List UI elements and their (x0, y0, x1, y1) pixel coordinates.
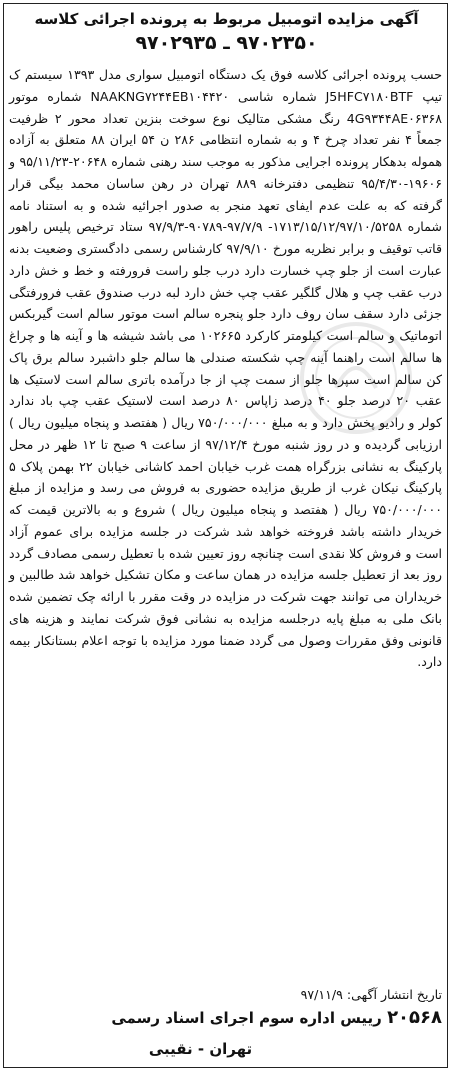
case-number: ۹۷۰۲۳۵۰ ـ ۹۷۰۲۹۳۵ (135, 32, 318, 54)
publication-date: تاریخ انتشار آگهی: ۹۷/۱۱/۹ (300, 987, 442, 1002)
notice-title: آگهی مزایده اتومبیل مربوط به پرونده اجرائی کلاسه (34, 10, 419, 28)
ad-code: ۲۰۵۶۸ (387, 1007, 442, 1028)
office-city: تهران - نقیبی (148, 1040, 253, 1058)
office-name: رییس اداره سوم اجرای اسناد رسمی (111, 1009, 382, 1027)
issuing-office (10, 1006, 442, 1030)
notice-body: حسب پرونده اجرائی کلاسه فوق یک دستگاه اتومبیل سواری مدل ۱۳۹۳ سیستم ک تیپ J5HFC۷۱۸۰BTF شماره شاسی NAAKNG۷۲۴۴EB۱۰۴۴۲۰ شماره موتور 4G۹۳۴۴AE۰۶۳۶۸ رنگ مشکی متالیک نوع سوخت بنزین تعداد محور ۲ ظرفیت جمعاً ۴ نفر تعداد چرخ ۴ و به شماره انتظامی ۲۸۶ ن ۵۴ ایران ۸۸ متعلق به آزاده هموله بدهکار پرونده اجرایی مذکور به موجب سند رهنی شماره ۲۰۶۴۸-۹۵/۱۱/۲۳ و ۱۹۶۰۶-۹۵/۴/۳۰ تنظیمی دفترخانه ۸۸۹ تهران در رهن ساسان محمد بیگی قرار گرفته که به علت عدم ایفای تعهد منجر به صدور اجرائیه شده و به استناد نامه شماره ۱۷۱۳/۱۵/۱۲/۹۷/۱۰/۵۲۵۸- ۹۷/۷/۹-۹۰۷۸۹-۹۷/۹/۳ ستاد ترخیص پلیس راهور قاتب توقیف و برابر نظریه مورخ ۹۷/۹/۱۰ کارشناس رسمی دادگستری وضعیت بدنه عبارت است از جلو چپ خسارت دارد درب جلو راست فرورفته و خط و خش دارد درب عقب چپ و هلال گلگیر عقب چپ خش دارد لبه درب صندوق عقب فرورفتگی جزئی دارد سقف سان روف دارد جلو پنجره سالم است موتور سالم است گیربکس اتوماتیک و سالم است کیلومتر کارکرد ۱۰۲۶۶۵ می باشد شیشه ها و آینه ها و چراغ ها سالم است راهنما آینه چپ شکسته صندلی ها سالم جلو داشبرد سالم برق پاک کن سالم است سپرها جلو از سمت چپ از جا درآمده باتری سالم است لاستیک ها عقب ۲۰ درصد جلو ۴۰ درصد زاپاس ۸۰ درصد است لاستیک عقب چپ باد ندارد کولر و رادیو پخش دارد و به مبلغ ۷۵۰/۰۰۰/۰۰۰ ریال ( هفتصد و پنجاه میلیون ریال ) ارزیابی گردیده و در روز شنبه مورخ ۹۷/۱۲/۴ از ساعت ۹ صبح تا ۱۲ ظهر در محل پارکینگ به نشانی بزرگراه همت غرب خیابان احمد کاشانی خیابان ۲۲ بهمن پلاک ۵ پارکینگ نیکان غرب از طریق مزایده حضوری به فروش می رسد و مزایده از مبلغ ۷۵۰/۰۰۰/۰۰۰ ریال ( هفتصد و پنجاه میلیون ریال ) شروع و به بالاترین قیمت که خریدار داشته باشد فروخته خواهد شد شرکت در جلسه مزایده برای عموم آزاد است و فروش کلا نقدی است چنانچه روز تعیین شده با تعطیل رسمی مصادف گردد روز بعد از تعطیل جلسه مزایده در همان ساعت و مکان تشکیل خواهد شد طالبین و خریداران می توانند جهت شرکت در مزایده در وقت مقرر با ارائه چک تضمین شده بانک ملی به مبلغ پایه درجلسه مزایده به نشانی فوق شرکت نمایند و هزینه های قانونی وفق مقررات وصول می گردد ضمنا مورد مزایده با توجه اعلام بستانکار بیمه دارد. (9, 67, 443, 670)
